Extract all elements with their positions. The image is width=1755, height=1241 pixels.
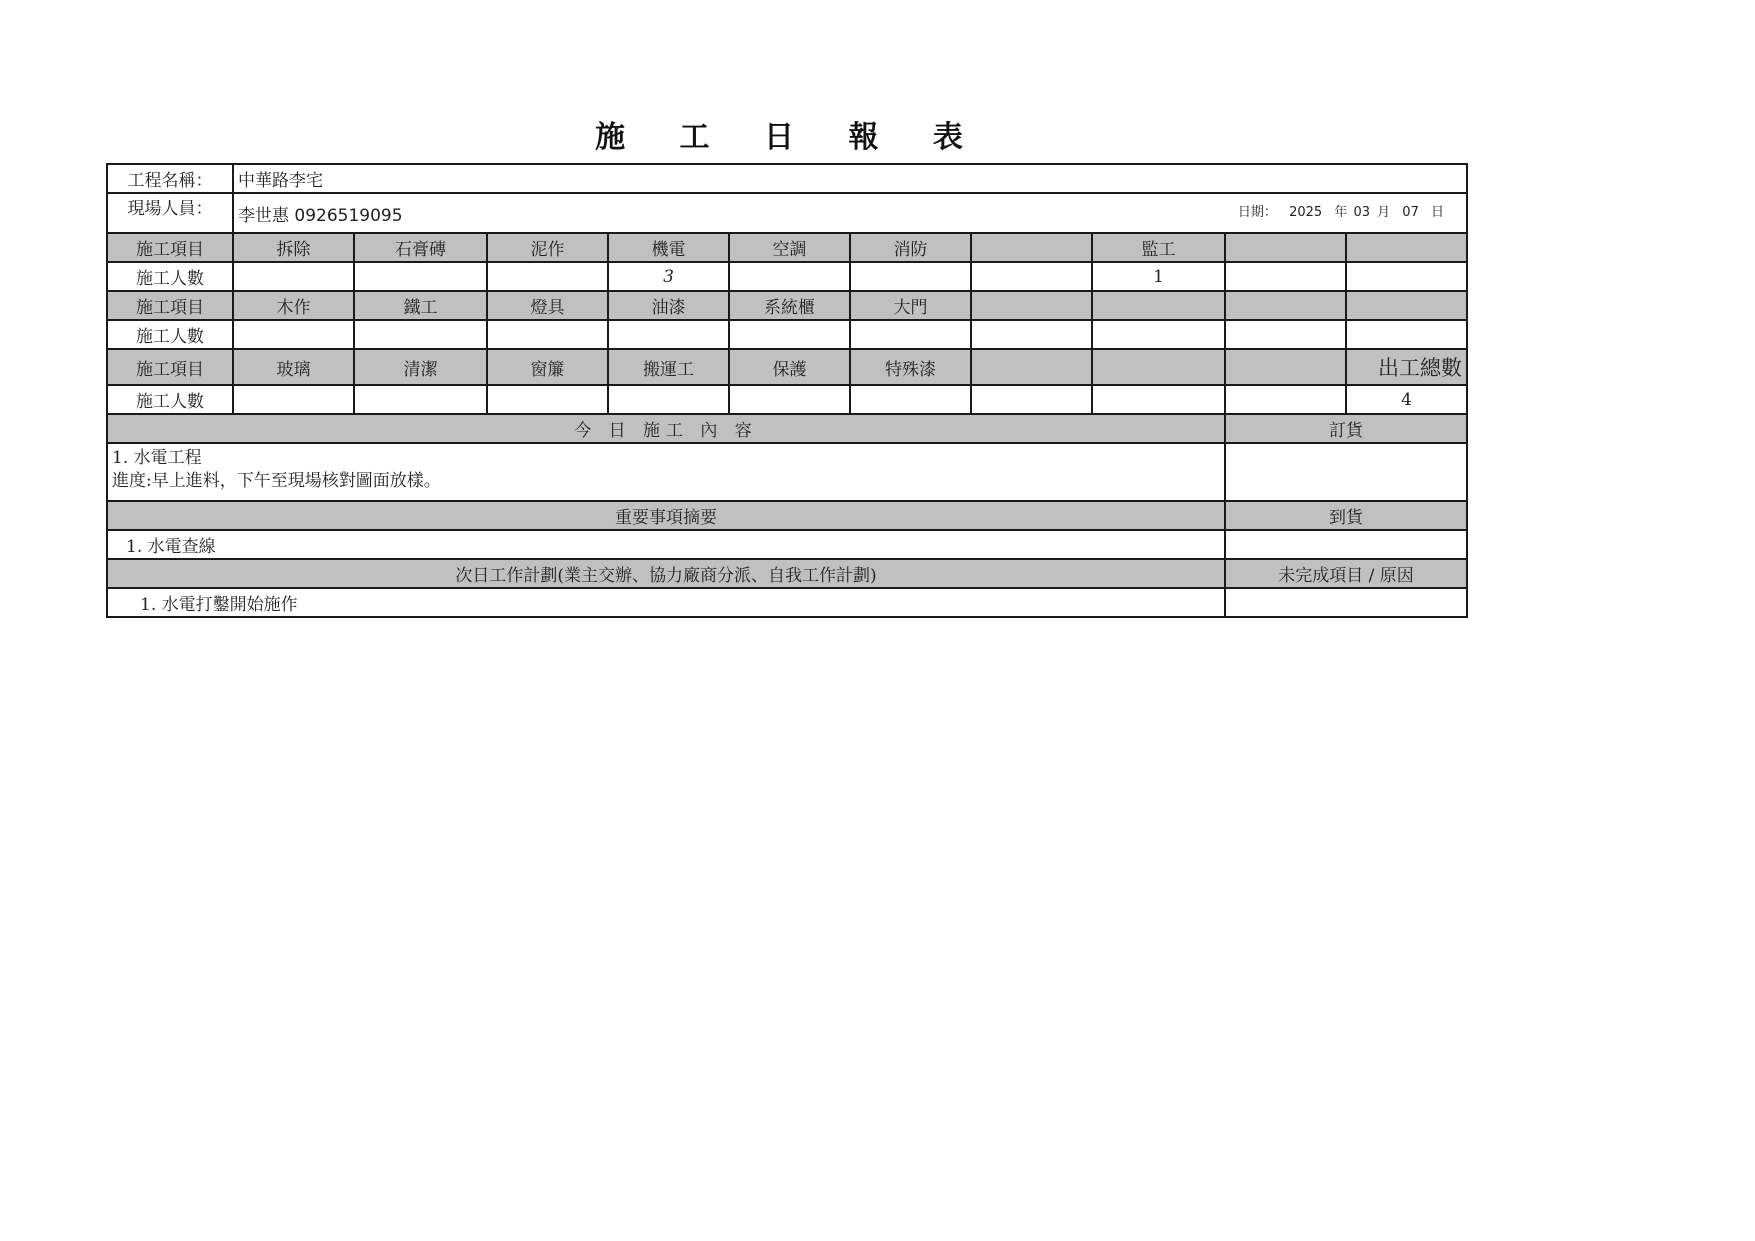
count-cell: [971, 262, 1092, 291]
item-cell: 木作: [233, 291, 354, 320]
item-row-label: 施工項目: [107, 291, 233, 320]
next-day-line-1: 1. 水電打鑿開始施作: [107, 588, 1225, 617]
item-row-label: 施工項目: [107, 349, 233, 385]
project-value: 中華路李宅: [233, 164, 1467, 193]
count-cell: [354, 262, 487, 291]
date-label: 日期：: [1237, 204, 1277, 220]
item-cell: 鐵工: [354, 291, 487, 320]
item-row-3: [107, 349, 1467, 385]
item-cell: [971, 233, 1092, 262]
item-cell: 石膏磚: [354, 233, 487, 262]
count-cell: [729, 320, 850, 349]
staff-value: 李世惠 0926519095: [238, 205, 403, 226]
item-cell: 清潔: [354, 349, 487, 385]
next-day-content-row: [107, 588, 1467, 617]
count-row-label: 施工人數: [107, 320, 233, 349]
date-month-unit: 月: [1377, 204, 1391, 220]
item-cell: 機電: [608, 233, 729, 262]
count-cell: [1225, 385, 1346, 414]
item-cell: [1346, 291, 1467, 320]
today-line-1: 1. 水電工程: [112, 448, 202, 468]
next-day-header-row: [107, 559, 1467, 588]
item-cell: 監工: [1092, 233, 1225, 262]
item-cell: 系統櫃: [729, 291, 850, 320]
order-header: 訂貨: [1225, 414, 1467, 443]
order-value: [1225, 443, 1467, 501]
item-cell: [1092, 349, 1225, 385]
item-cell: 燈具: [487, 291, 608, 320]
count-cell: [850, 262, 971, 291]
important-content-row: [107, 530, 1467, 559]
item-cell: [1225, 291, 1346, 320]
count-cell: [1225, 262, 1346, 291]
count-cell: [608, 320, 729, 349]
date-day-unit: 日: [1430, 204, 1444, 220]
report-title: 施 工 日 報 表: [595, 120, 985, 155]
count-cell: [487, 385, 608, 414]
count-cell: 3: [608, 262, 729, 291]
date-year: 2025: [1289, 204, 1323, 220]
total-workers-label: 出工總數: [1346, 349, 1467, 385]
count-cell: [850, 385, 971, 414]
count-cell: [971, 320, 1092, 349]
count-cell: [1346, 262, 1467, 291]
item-cell: [1092, 291, 1225, 320]
item-cell: [1346, 233, 1467, 262]
count-cell: [233, 262, 354, 291]
count-row-1: [107, 262, 1467, 291]
count-cell: [354, 320, 487, 349]
today-header-row: [107, 414, 1467, 443]
staff-row: [107, 193, 1467, 233]
count-cell: [487, 320, 608, 349]
count-cell: [850, 320, 971, 349]
item-cell: 大門: [850, 291, 971, 320]
item-row-2: [107, 291, 1467, 320]
today-header: 今 日 施工 內 容: [107, 414, 1225, 443]
staff-cell: [233, 193, 1467, 233]
count-cell: [1346, 320, 1467, 349]
item-cell: 空調: [729, 233, 850, 262]
item-cell: 搬運工: [608, 349, 729, 385]
item-cell: 消防: [850, 233, 971, 262]
item-cell: [971, 349, 1092, 385]
item-cell: 泥作: [487, 233, 608, 262]
count-cell: [729, 385, 850, 414]
date-day: 07: [1402, 204, 1419, 220]
project-row: [107, 164, 1467, 193]
count-cell: [487, 262, 608, 291]
item-cell: 保護: [729, 349, 850, 385]
count-row-label: 施工人數: [107, 385, 233, 414]
count-cell: [729, 262, 850, 291]
item-cell: 拆除: [233, 233, 354, 262]
count-cell: [971, 385, 1092, 414]
important-header-row: [107, 501, 1467, 530]
item-cell: [971, 291, 1092, 320]
daily-report-table: [106, 163, 1468, 618]
arrival-header: 到貨: [1225, 501, 1467, 530]
item-row-1: [107, 233, 1467, 262]
today-content: [107, 443, 1225, 501]
count-cell: [608, 385, 729, 414]
item-row-label: 施工項目: [107, 233, 233, 262]
important-header: 重要事項摘要: [107, 501, 1225, 530]
item-cell: [1225, 233, 1346, 262]
arrival-value: [1225, 530, 1467, 559]
count-row-2: [107, 320, 1467, 349]
unfinished-value: [1225, 588, 1467, 617]
total-workers-value: 4: [1346, 385, 1467, 414]
date-month: 03: [1353, 204, 1370, 220]
count-cell: [1225, 320, 1346, 349]
count-cell: [354, 385, 487, 414]
unfinished-header: 未完成項目 / 原因: [1225, 559, 1467, 588]
count-cell: [1092, 320, 1225, 349]
date-year-unit: 年: [1334, 204, 1348, 220]
today-line-2: 進度:早上進料，下午至現場核對圖面放樣。: [112, 471, 441, 491]
item-cell: 油漆: [608, 291, 729, 320]
report-date: [1230, 201, 1462, 220]
staff-label: 現場人員：: [107, 193, 233, 233]
count-row-label: 施工人數: [107, 262, 233, 291]
count-cell: 1: [1092, 262, 1225, 291]
today-content-row: [107, 443, 1467, 501]
item-cell: 特殊漆: [850, 349, 971, 385]
important-line-1: 1. 水電查線: [107, 530, 1225, 559]
item-cell: 窗簾: [487, 349, 608, 385]
item-cell: [1225, 349, 1346, 385]
project-label: 工程名稱：: [107, 164, 233, 193]
count-cell: [1092, 385, 1225, 414]
item-cell: 玻璃: [233, 349, 354, 385]
count-cell: [233, 385, 354, 414]
count-cell: [233, 320, 354, 349]
count-row-3: [107, 385, 1467, 414]
next-day-header: 次日工作計劃(業主交辦、協力廠商分派、自我工作計劃): [107, 559, 1225, 588]
